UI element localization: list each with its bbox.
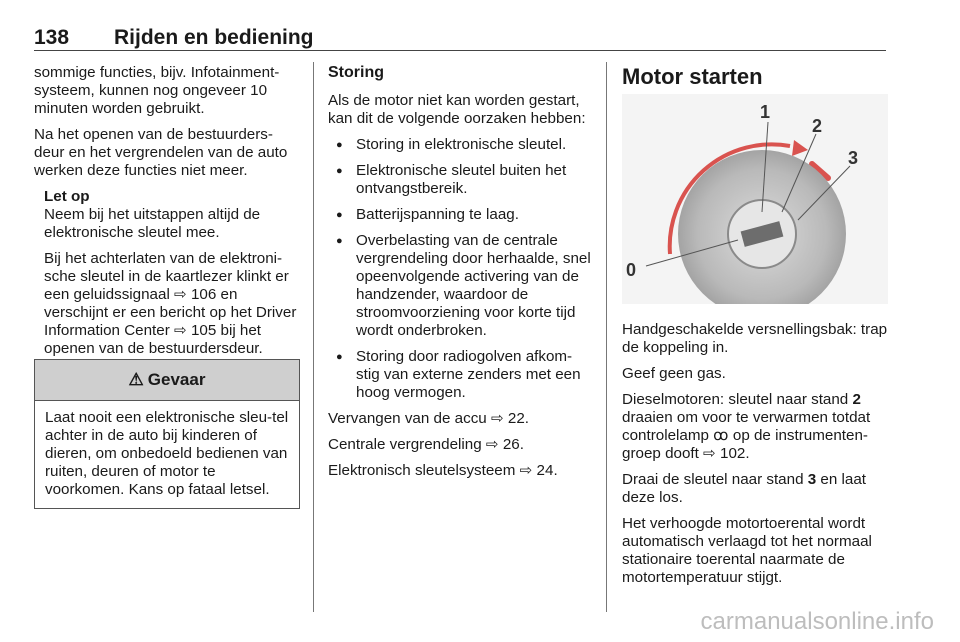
column-2 [328,64,594,488]
note-paragraph: Neem bij het uitstappen altijd de elektronische sleutel mee. [44,206,261,241]
watermark: carmanualsonline.info [700,608,934,635]
warning-title: Gevaar [147,370,206,389]
warning-body: Laat nooit een elektronische sleu-tel achter in de auto bij kinderen of dieren, om onbedoeld bedienen van ruiten, deuren of motor te voorkomen. Kans op fataal letsel. [45,409,289,498]
cause-list [328,136,594,402]
list-item: ● Batterijspanning te laag. [328,206,594,224]
warning-icon: ⚠ [128,370,144,389]
note-title: Let op [44,188,90,205]
header-divider [34,50,886,51]
page-header [34,26,886,50]
text-run: Draai de sleutel naar stand [622,471,808,488]
list-item: ● Overbelasting van de centrale vergrendeling door herhaalde, snel opeenvolgende activering van de handzender, waardoor de stroomvoorziening voor korte tijd wordt onderbroken. [328,232,594,340]
list-item: ● Storing door radiogolven afkom-stig van externe zenders met een hoog vermogen. [328,348,594,402]
ignition-lock-figure [622,94,888,304]
position-number: 2 [852,391,861,408]
cross-reference: Centrale vergrendeling ⇨ 26. [328,436,524,453]
preheat-indicator-icon: ꝏ [713,427,729,444]
cross-reference: Vervangen van de accu ⇨ 22. [328,410,530,427]
section-title: Rijden en bediening [114,26,314,49]
text-run: Dieselmotoren: sleutel naar stand [622,391,853,408]
warning-box [34,359,300,509]
note-paragraph: Bij het achterlaten van de elektroni-sche sleutel in de kaartlezer klinkt er een geluidssignaal ⇨ 106 en verschijnt er een bericht op het Driver Information Center ⇨ 105 bij het openen van de bestuurdersdeur. [44,250,297,357]
paragraph: Geef geen gas. [622,365,726,382]
page-number: 138 [34,26,70,49]
paragraph: sommige functies, bijv. Infotainment-systeem, kunnen nog ongeveer 10 minuten worden gebruikt. [34,64,280,117]
section-heading-motor-starten: Motor starten [622,64,763,89]
section-heading-storing: Storing [328,64,384,81]
position-label-2: 2 [812,116,823,136]
position-label-0: 0 [626,260,637,280]
paragraph: Het verhoogde motortoerental wordt automatisch verlaagd tot het normaal stationaire toerental naarmate de motortemperatuur stijgt. [622,515,872,586]
column-1 [34,64,302,366]
paragraph: Handgeschakelde versnellingsbak: trap de koppeling in. [622,321,888,356]
position-label-3: 3 [848,148,859,168]
text-run: op de instrumenten-groep dooft ⇨ 102. [622,427,868,462]
paragraph [622,471,888,507]
warning-header [35,360,299,401]
paragraph [622,391,888,463]
position-number: 3 [807,471,817,488]
paragraph: Na het openen van de bestuurders-deur en het vergrendelen van de auto werken deze functies niet meer. [34,126,288,179]
position-label-1: 1 [760,102,771,122]
list-item: ● Elektronische sleutel buiten het ontvangstbereik. [328,162,594,198]
text-run: en laat deze los. [622,471,867,506]
column-divider-1 [313,62,314,612]
list-item: ● Storing in elektronische sleutel. [328,136,594,154]
paragraph: Als de motor niet kan worden gestart, kan dit de volgende oorzaken hebben: [328,92,586,127]
text-run: draaien om voor te verwarmen totdat controlelamp [622,409,871,444]
column-divider-2 [606,62,607,612]
column-3 [622,64,888,595]
note-block [34,188,302,358]
cross-reference: Elektronisch sleutelsysteem ⇨ 24. [328,462,558,479]
